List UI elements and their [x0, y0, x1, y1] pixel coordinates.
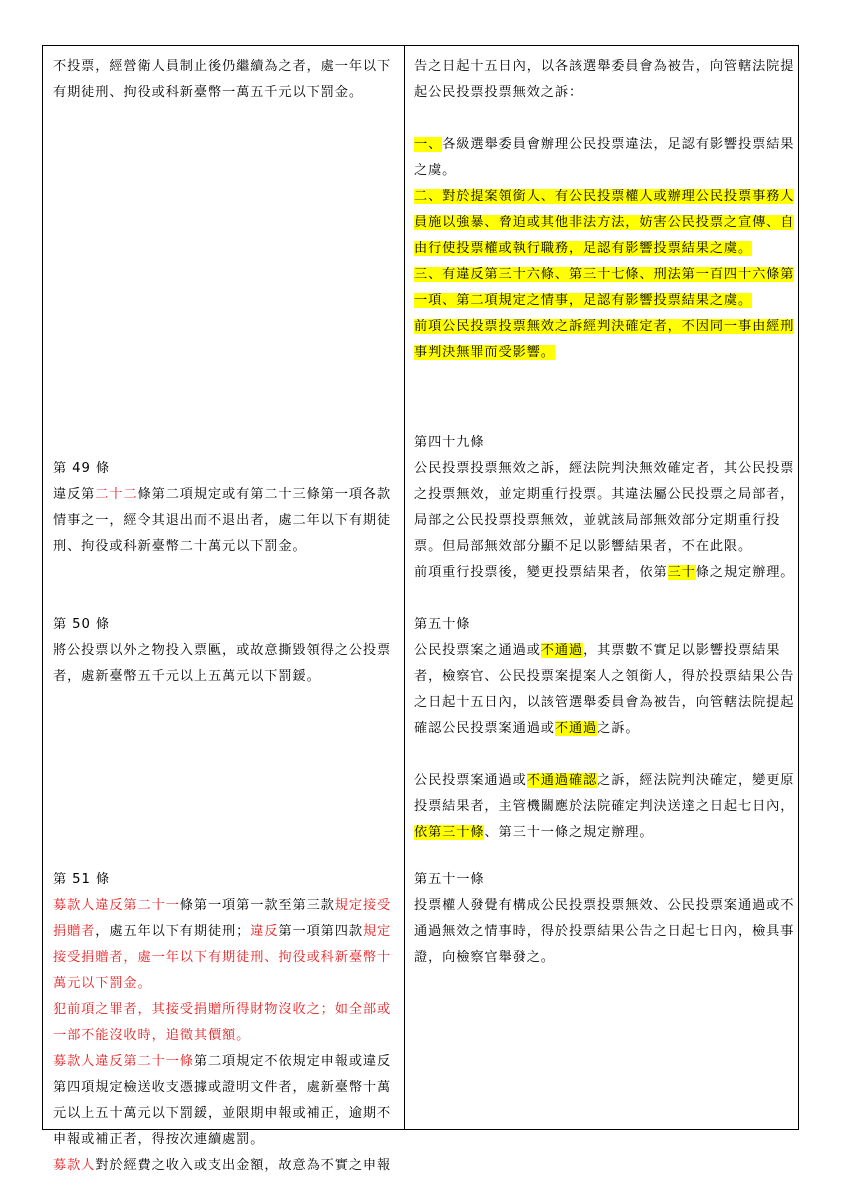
paragraph: 募款人違反第二十一條第一項第一款至第三款規定接受捐贈者，處五年以下有期徒刑；違反第一項第四款規定接受捐贈者，處一年以下有期徒刑、拘役或科新臺幣十萬元以下罰金。 [53, 898, 392, 991]
paragraph: 不投票，經營衛人員制止後仍繼續為之者，處一年以下有期徒刑、拘役或科新臺幣一萬五千元以下罰金。 [53, 59, 392, 100]
article-heading: 第 49 條 [53, 461, 110, 476]
left-article-51 [53, 867, 397, 1179]
paragraph: 公民投票投票無效之訴，經法院判決無效確定者，其公民投票之投票無效，並定期重行投票。其違法屬公民投票之局部者，局部之公民投票投票無效，並就該局部無效部分定期重行投票。但局部無效部分顯不足以影響結果者，不在此限。 [414, 461, 795, 554]
article-heading: 第 51 條 [53, 872, 110, 887]
paragraph: 投票權人發覺有構成公民投票投票無效、公民投票案通過或不通過無效之情事時，得於投票結果公告之日起七日內，檢具事證，向檢察官舉發之。 [414, 898, 795, 965]
left-article-49 [53, 456, 397, 560]
paragraph: 犯前項之罪者，其接受捐贈所得財物沒收之；如全部或一部不能沒收時，追徵其價額。 [53, 1002, 392, 1043]
paragraph: 違反第二十二條第二項規定或有第二十三條第一項各款情事之一，經令其退出而不退出者，處二年以下有期徒刑、拘役或科新臺幣二十萬元以下罰金。 [53, 487, 392, 554]
paragraph: 前項公民投票投票無效之訴經判決確定者，不因同一事由經刑事判決無罪而受影響。 [414, 319, 795, 360]
left-article-50 [53, 612, 397, 690]
paragraph: 一、各級選舉委員會辦理公民投票違法，足認有影響投票結果之虞。 [414, 137, 795, 178]
left-column [43, 46, 405, 1173]
paragraph: 二、對於提案領銜人、有公民投票權人或辦理公民投票事務人員施以強暴、脅迫或其他非法方法，妨害公民投票之宣傳、自由行使投票權或執行職務，足認有影響投票結果之虞。 [414, 189, 795, 256]
paragraph: 公民投票案通過或不通過確認之訴，經法院判決確定，變更原投票結果者，主管機關應於法院確定判決送達之日起七日內，依第三十條、第三十一條之規定辦理。 [414, 773, 795, 840]
article-heading: 第五十條 [414, 617, 471, 632]
paragraph: 募款人違反第二十一條第二項規定不依規定申報或違反第四項規定檢送收支憑據或證明文件者，處新臺幣十萬元以上五十萬元以下罰鍰，並限期申報或補正，逾期不申報或補正者，得按次連續處罰。 [53, 1054, 392, 1147]
right-article-48-tail [414, 54, 796, 366]
left-article-48-tail [53, 54, 397, 106]
right-column [405, 46, 798, 1129]
paragraph: 公民投票案之通過或不通過，其票數不實足以影響投票結果者，檢察官、公民投票案提案人之領銜人，得於投票結果公告之日起十五日內，以該管選舉委員會為被告，向管轄法院提起確認公民投票案通過或不通過之訴。 [414, 643, 795, 736]
article-heading: 第四十九條 [414, 435, 485, 450]
paragraph: 前項重行投票後，變更投票結果者，依第三十條之規定辦理。 [414, 565, 795, 580]
comparison-table [42, 45, 799, 1173]
article-heading: 第五十一條 [414, 872, 485, 887]
right-article-51 [414, 867, 796, 971]
paragraph: 將公投票以外之物投入票匭，或故意撕毀領得之公投票者，處新臺幣五千元以上五萬元以下罰鍰。 [53, 643, 392, 684]
paragraph: 告之日起十五日內，以各該選舉委員會為被告，向管轄法院提起公民投票投票無效之訴： [414, 59, 795, 100]
article-heading: 第 50 條 [53, 617, 110, 632]
paragraph: 三、有違反第三十六條、第三十七條、刑法第一百四十六條第一項、第二項規定之情事，足認有影響投票結果之虞。 [414, 267, 795, 308]
right-article-50 [414, 612, 796, 846]
paragraph: 募款人對於經費之收入或支出金額，故意為不實之申報 [53, 1158, 392, 1173]
right-article-49 [414, 430, 796, 586]
